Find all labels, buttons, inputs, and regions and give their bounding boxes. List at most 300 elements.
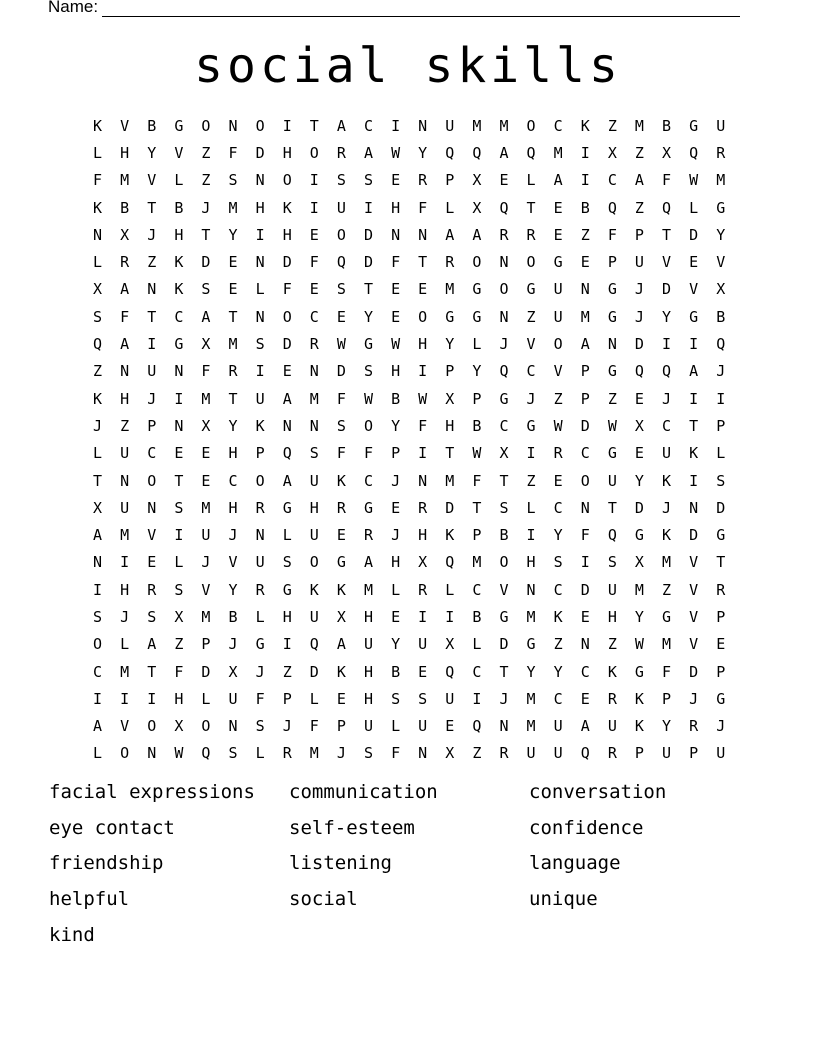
grid-letter: H bbox=[363, 689, 373, 708]
grid-letter: F bbox=[580, 526, 590, 545]
grid-letter: E bbox=[580, 689, 590, 708]
grid-letter: K bbox=[634, 717, 644, 736]
grid-letter: Z bbox=[201, 143, 211, 162]
grid-letter: O bbox=[309, 553, 319, 572]
grid-letter: V bbox=[716, 253, 726, 272]
grid-row bbox=[84, 494, 734, 521]
grid-letter: C bbox=[499, 416, 509, 435]
grid-letter: H bbox=[255, 198, 265, 217]
grid-letter: X bbox=[634, 553, 644, 572]
grid-letter: F bbox=[309, 717, 319, 736]
grid-letter: G bbox=[472, 307, 482, 326]
grid-letter: U bbox=[634, 253, 644, 272]
grid-row bbox=[84, 167, 734, 194]
grid-letter: R bbox=[363, 526, 373, 545]
grid-letter: W bbox=[689, 171, 699, 190]
grid-letter: I bbox=[120, 689, 130, 708]
grid-letter: M bbox=[445, 471, 455, 490]
word-list-item: kind bbox=[49, 923, 95, 946]
name-line[interactable] bbox=[102, 0, 740, 17]
grid-letter: I bbox=[282, 635, 292, 654]
grid-letter: N bbox=[499, 253, 509, 272]
grid-letter: G bbox=[282, 498, 292, 517]
grid-letter: P bbox=[716, 662, 726, 681]
grid-letter: V bbox=[147, 526, 157, 545]
word-list-item: unique bbox=[529, 888, 598, 911]
grid-letter: X bbox=[201, 335, 211, 354]
grid-letter: F bbox=[201, 362, 211, 381]
grid-letter: O bbox=[499, 280, 509, 299]
grid-letter: Y bbox=[228, 225, 238, 244]
grid-letter: N bbox=[418, 116, 428, 135]
grid-letter: K bbox=[580, 116, 590, 135]
grid-letter: Q bbox=[445, 143, 455, 162]
grid-letter: P bbox=[634, 744, 644, 763]
grid-letter: O bbox=[147, 471, 157, 490]
grid-letter: Q bbox=[689, 143, 699, 162]
grid-letter: T bbox=[499, 662, 509, 681]
grid-letter: T bbox=[147, 307, 157, 326]
grid-letter: T bbox=[309, 116, 319, 135]
grid-letter: J bbox=[499, 335, 509, 354]
grid-letter: S bbox=[363, 362, 373, 381]
grid-letter: S bbox=[93, 607, 103, 626]
grid-letter: D bbox=[580, 580, 590, 599]
grid-letter: M bbox=[472, 116, 482, 135]
grid-letter: I bbox=[120, 553, 130, 572]
grid-letter: Z bbox=[553, 635, 563, 654]
grid-letter: D bbox=[363, 253, 373, 272]
grid-row bbox=[84, 713, 734, 740]
grid-letter: P bbox=[716, 607, 726, 626]
grid-letter: R bbox=[147, 580, 157, 599]
grid-letter: X bbox=[445, 389, 455, 408]
grid-letter: L bbox=[445, 580, 455, 599]
grid-letter: W bbox=[336, 335, 346, 354]
grid-letter: D bbox=[689, 225, 699, 244]
grid-letter: E bbox=[553, 198, 563, 217]
grid-letter: O bbox=[309, 143, 319, 162]
grid-letter: R bbox=[716, 580, 726, 599]
grid-letter: E bbox=[228, 253, 238, 272]
grid-letter: S bbox=[391, 689, 401, 708]
grid-letter: W bbox=[418, 389, 428, 408]
grid-letter: G bbox=[716, 198, 726, 217]
grid-letter: V bbox=[526, 335, 536, 354]
grid-letter: E bbox=[147, 553, 157, 572]
grid-letter: K bbox=[336, 662, 346, 681]
grid-letter: T bbox=[418, 253, 428, 272]
grid-letter: U bbox=[363, 717, 373, 736]
grid-letter: A bbox=[120, 280, 130, 299]
grid-letter: M bbox=[120, 662, 130, 681]
grid-letter: C bbox=[147, 444, 157, 463]
grid-letter: D bbox=[580, 416, 590, 435]
grid-letter: F bbox=[472, 471, 482, 490]
grid-letter: Q bbox=[93, 335, 103, 354]
grid-letter: E bbox=[580, 607, 590, 626]
grid-letter: S bbox=[553, 553, 563, 572]
grid-letter: C bbox=[93, 662, 103, 681]
grid-letter: I bbox=[418, 607, 428, 626]
grid-letter: G bbox=[526, 280, 536, 299]
grid-letter: P bbox=[282, 689, 292, 708]
grid-letter: L bbox=[93, 143, 103, 162]
grid-letter: E bbox=[553, 471, 563, 490]
grid-letter: G bbox=[526, 416, 536, 435]
grid-letter: L bbox=[282, 526, 292, 545]
grid-letter: B bbox=[499, 526, 509, 545]
name-label: Name: bbox=[48, 0, 99, 16]
grid-row bbox=[84, 358, 734, 385]
grid-letter: X bbox=[634, 416, 644, 435]
grid-letter: G bbox=[689, 116, 699, 135]
grid-letter: V bbox=[689, 635, 699, 654]
grid-letter: R bbox=[689, 717, 699, 736]
grid-letter: Q bbox=[580, 744, 590, 763]
grid-row bbox=[84, 248, 734, 275]
grid-letter: N bbox=[93, 225, 103, 244]
grid-letter: L bbox=[120, 635, 130, 654]
grid-letter: K bbox=[93, 389, 103, 408]
grid-letter: R bbox=[255, 580, 265, 599]
grid-letter: A bbox=[580, 335, 590, 354]
grid-letter: Y bbox=[634, 607, 644, 626]
grid-letter: X bbox=[445, 635, 455, 654]
grid-letter: U bbox=[526, 744, 536, 763]
grid-letter: E bbox=[689, 253, 699, 272]
grid-letter: R bbox=[553, 444, 563, 463]
grid-letter: L bbox=[472, 335, 482, 354]
grid-letter: Q bbox=[201, 744, 211, 763]
grid-row bbox=[84, 603, 734, 630]
grid-letter: P bbox=[662, 689, 672, 708]
grid-letter: H bbox=[174, 225, 184, 244]
grid-letter: W bbox=[391, 143, 401, 162]
grid-letter: H bbox=[309, 498, 319, 517]
grid-letter: N bbox=[174, 362, 184, 381]
grid-letter: Z bbox=[607, 389, 617, 408]
grid-letter: Z bbox=[201, 171, 211, 190]
grid-letter: N bbox=[255, 526, 265, 545]
grid-letter: J bbox=[255, 662, 265, 681]
grid-letter: O bbox=[418, 307, 428, 326]
grid-letter: F bbox=[418, 198, 428, 217]
grid-letter: F bbox=[662, 662, 672, 681]
grid-letter: A bbox=[282, 471, 292, 490]
grid-letter: K bbox=[93, 198, 103, 217]
grid-letter: G bbox=[174, 116, 184, 135]
grid-letter: L bbox=[174, 553, 184, 572]
grid-letter: I bbox=[580, 143, 590, 162]
grid-letter: M bbox=[120, 171, 130, 190]
grid-letter: I bbox=[391, 116, 401, 135]
grid-letter: G bbox=[716, 689, 726, 708]
grid-letter: Z bbox=[634, 143, 644, 162]
grid-letter: Y bbox=[228, 580, 238, 599]
grid-letter: I bbox=[309, 171, 319, 190]
grid-letter: X bbox=[418, 553, 428, 572]
grid-letter: N bbox=[689, 498, 699, 517]
grid-letter: F bbox=[391, 744, 401, 763]
grid-letter: Q bbox=[472, 717, 482, 736]
grid-letter: M bbox=[228, 335, 238, 354]
grid-row bbox=[84, 412, 734, 439]
grid-letter: G bbox=[363, 498, 373, 517]
grid-letter: A bbox=[553, 171, 563, 190]
grid-letter: R bbox=[336, 498, 346, 517]
grid-letter: J bbox=[716, 362, 726, 381]
grid-letter: F bbox=[255, 689, 265, 708]
grid-letter: C bbox=[553, 689, 563, 708]
grid-letter: Y bbox=[662, 307, 672, 326]
grid-letter: U bbox=[662, 444, 672, 463]
grid-letter: Y bbox=[363, 307, 373, 326]
grid-letter: D bbox=[282, 253, 292, 272]
grid-row bbox=[84, 139, 734, 166]
grid-letter: Y bbox=[391, 416, 401, 435]
grid-letter: Y bbox=[147, 143, 157, 162]
grid-letter: B bbox=[120, 198, 130, 217]
grid-letter: M bbox=[228, 198, 238, 217]
grid-letter: N bbox=[418, 471, 428, 490]
grid-letter: I bbox=[580, 171, 590, 190]
grid-letter: G bbox=[499, 607, 509, 626]
grid-letter: N bbox=[228, 717, 238, 736]
grid-letter: L bbox=[93, 444, 103, 463]
grid-letter: C bbox=[580, 662, 590, 681]
grid-letter: S bbox=[363, 171, 373, 190]
grid-letter: D bbox=[336, 362, 346, 381]
name-field bbox=[48, 0, 740, 17]
grid-letter: V bbox=[662, 253, 672, 272]
grid-letter: R bbox=[228, 362, 238, 381]
grid-letter: M bbox=[499, 116, 509, 135]
grid-letter: F bbox=[309, 253, 319, 272]
grid-letter: K bbox=[607, 662, 617, 681]
grid-letter: I bbox=[147, 335, 157, 354]
grid-letter: L bbox=[716, 444, 726, 463]
grid-letter: I bbox=[174, 526, 184, 545]
grid-letter: Z bbox=[662, 580, 672, 599]
grid-letter: C bbox=[363, 116, 373, 135]
grid-letter: Z bbox=[607, 635, 617, 654]
grid-letter: L bbox=[255, 744, 265, 763]
grid-letter: O bbox=[201, 116, 211, 135]
grid-letter: T bbox=[689, 416, 699, 435]
grid-letter: U bbox=[336, 198, 346, 217]
grid-letter: F bbox=[93, 171, 103, 190]
grid-letter: F bbox=[174, 662, 184, 681]
grid-letter: A bbox=[363, 553, 373, 572]
grid-letter: S bbox=[336, 171, 346, 190]
grid-letter: C bbox=[174, 307, 184, 326]
grid-letter: E bbox=[309, 280, 319, 299]
grid-letter: J bbox=[120, 607, 130, 626]
grid-letter: I bbox=[93, 689, 103, 708]
grid-letter: N bbox=[499, 717, 509, 736]
grid-letter: O bbox=[472, 253, 482, 272]
grid-letter: B bbox=[228, 607, 238, 626]
grid-letter: N bbox=[255, 307, 265, 326]
grid-letter: U bbox=[228, 689, 238, 708]
grid-letter: O bbox=[93, 635, 103, 654]
grid-letter: D bbox=[716, 498, 726, 517]
grid-letter: V bbox=[689, 553, 699, 572]
grid-letter: V bbox=[689, 280, 699, 299]
grid-letter: T bbox=[228, 389, 238, 408]
grid-letter: M bbox=[445, 280, 455, 299]
grid-letter: Q bbox=[472, 143, 482, 162]
grid-letter: N bbox=[255, 171, 265, 190]
grid-letter: E bbox=[553, 225, 563, 244]
grid-letter: Z bbox=[553, 389, 563, 408]
grid-letter: K bbox=[93, 116, 103, 135]
grid-letter: A bbox=[499, 143, 509, 162]
grid-letter: J bbox=[391, 471, 401, 490]
grid-letter: C bbox=[553, 580, 563, 599]
grid-letter: N bbox=[391, 225, 401, 244]
grid-letter: X bbox=[472, 171, 482, 190]
grid-letter: A bbox=[93, 526, 103, 545]
grid-letter: B bbox=[472, 607, 482, 626]
grid-letter: B bbox=[391, 662, 401, 681]
grid-letter: U bbox=[363, 635, 373, 654]
grid-letter: N bbox=[228, 116, 238, 135]
grid-letter: G bbox=[634, 526, 644, 545]
grid-letter: R bbox=[255, 498, 265, 517]
grid-letter: B bbox=[391, 389, 401, 408]
grid-letter: H bbox=[391, 198, 401, 217]
grid-letter: X bbox=[174, 717, 184, 736]
grid-letter: O bbox=[553, 335, 563, 354]
grid-row bbox=[84, 549, 734, 576]
grid-letter: R bbox=[120, 253, 130, 272]
grid-letter: P bbox=[689, 744, 699, 763]
grid-letter: R bbox=[526, 225, 536, 244]
grid-letter: T bbox=[93, 471, 103, 490]
grid-letter: E bbox=[634, 389, 644, 408]
grid-letter: Z bbox=[580, 225, 590, 244]
grid-letter: S bbox=[228, 171, 238, 190]
grid-letter: G bbox=[662, 607, 672, 626]
grid-letter: P bbox=[445, 362, 455, 381]
grid-letter: A bbox=[445, 225, 455, 244]
grid-letter: V bbox=[147, 171, 157, 190]
grid-row bbox=[84, 631, 734, 658]
grid-letter: X bbox=[93, 280, 103, 299]
grid-letter: D bbox=[255, 143, 265, 162]
grid-letter: H bbox=[363, 662, 373, 681]
grid-row bbox=[84, 440, 734, 467]
grid-letter: Y bbox=[553, 526, 563, 545]
word-list-item: eye contact bbox=[49, 816, 175, 839]
grid-letter: U bbox=[309, 471, 319, 490]
grid-letter: S bbox=[201, 280, 211, 299]
word-list-item: self-esteem bbox=[289, 816, 415, 839]
grid-letter: P bbox=[147, 416, 157, 435]
grid-letter: N bbox=[120, 471, 130, 490]
grid-letter: I bbox=[174, 389, 184, 408]
grid-letter: N bbox=[174, 416, 184, 435]
grid-letter: K bbox=[336, 580, 346, 599]
grid-letter: G bbox=[174, 335, 184, 354]
grid-letter: Z bbox=[526, 307, 536, 326]
grid-letter: G bbox=[607, 444, 617, 463]
grid-letter: R bbox=[499, 744, 509, 763]
grid-letter: L bbox=[526, 498, 536, 517]
grid-letter: W bbox=[634, 635, 644, 654]
grid-letter: K bbox=[662, 526, 672, 545]
grid-letter: X bbox=[716, 280, 726, 299]
word-bank bbox=[49, 778, 769, 956]
grid-letter: C bbox=[607, 171, 617, 190]
grid-letter: H bbox=[282, 225, 292, 244]
grid-letter: P bbox=[580, 389, 590, 408]
grid-letter: L bbox=[445, 198, 455, 217]
grid-letter: N bbox=[93, 553, 103, 572]
grid-letter: S bbox=[499, 498, 509, 517]
grid-letter: U bbox=[418, 635, 428, 654]
grid-letter: E bbox=[418, 280, 428, 299]
grid-letter: D bbox=[662, 280, 672, 299]
grid-letter: N bbox=[526, 580, 536, 599]
grid-letter: H bbox=[120, 389, 130, 408]
grid-row bbox=[84, 740, 734, 767]
grid-letter: A bbox=[689, 362, 699, 381]
grid-letter: Y bbox=[391, 635, 401, 654]
grid-letter: R bbox=[282, 744, 292, 763]
grid-letter: H bbox=[363, 607, 373, 626]
grid-letter: G bbox=[634, 662, 644, 681]
grid-letter: S bbox=[607, 553, 617, 572]
grid-letter: Y bbox=[472, 362, 482, 381]
grid-letter: C bbox=[309, 307, 319, 326]
grid-letter: R bbox=[309, 335, 319, 354]
grid-letter: M bbox=[526, 717, 536, 736]
grid-letter: R bbox=[607, 744, 617, 763]
grid-row bbox=[84, 221, 734, 248]
grid-letter: F bbox=[363, 444, 373, 463]
grid-letter: D bbox=[499, 635, 509, 654]
grid-letter: G bbox=[282, 580, 292, 599]
grid-letter: E bbox=[336, 307, 346, 326]
grid-letter: M bbox=[201, 389, 211, 408]
grid-letter: M bbox=[662, 553, 672, 572]
grid-letter: D bbox=[309, 662, 319, 681]
grid-letter: G bbox=[526, 635, 536, 654]
grid-letter: U bbox=[607, 471, 617, 490]
grid-letter: A bbox=[472, 225, 482, 244]
grid-letter: J bbox=[662, 389, 672, 408]
grid-letter: H bbox=[607, 607, 617, 626]
grid-letter: U bbox=[255, 553, 265, 572]
grid-letter: I bbox=[363, 198, 373, 217]
grid-letter: P bbox=[472, 526, 482, 545]
grid-letter: U bbox=[553, 717, 563, 736]
grid-letter: S bbox=[716, 471, 726, 490]
grid-letter: O bbox=[255, 116, 265, 135]
grid-letter: N bbox=[418, 225, 428, 244]
grid-letter: Q bbox=[282, 444, 292, 463]
grid-letter: S bbox=[228, 744, 238, 763]
grid-letter: H bbox=[120, 143, 130, 162]
word-list-item: social bbox=[289, 888, 358, 911]
grid-letter: V bbox=[499, 580, 509, 599]
grid-letter: P bbox=[201, 635, 211, 654]
grid-letter: L bbox=[689, 198, 699, 217]
grid-letter: O bbox=[363, 416, 373, 435]
